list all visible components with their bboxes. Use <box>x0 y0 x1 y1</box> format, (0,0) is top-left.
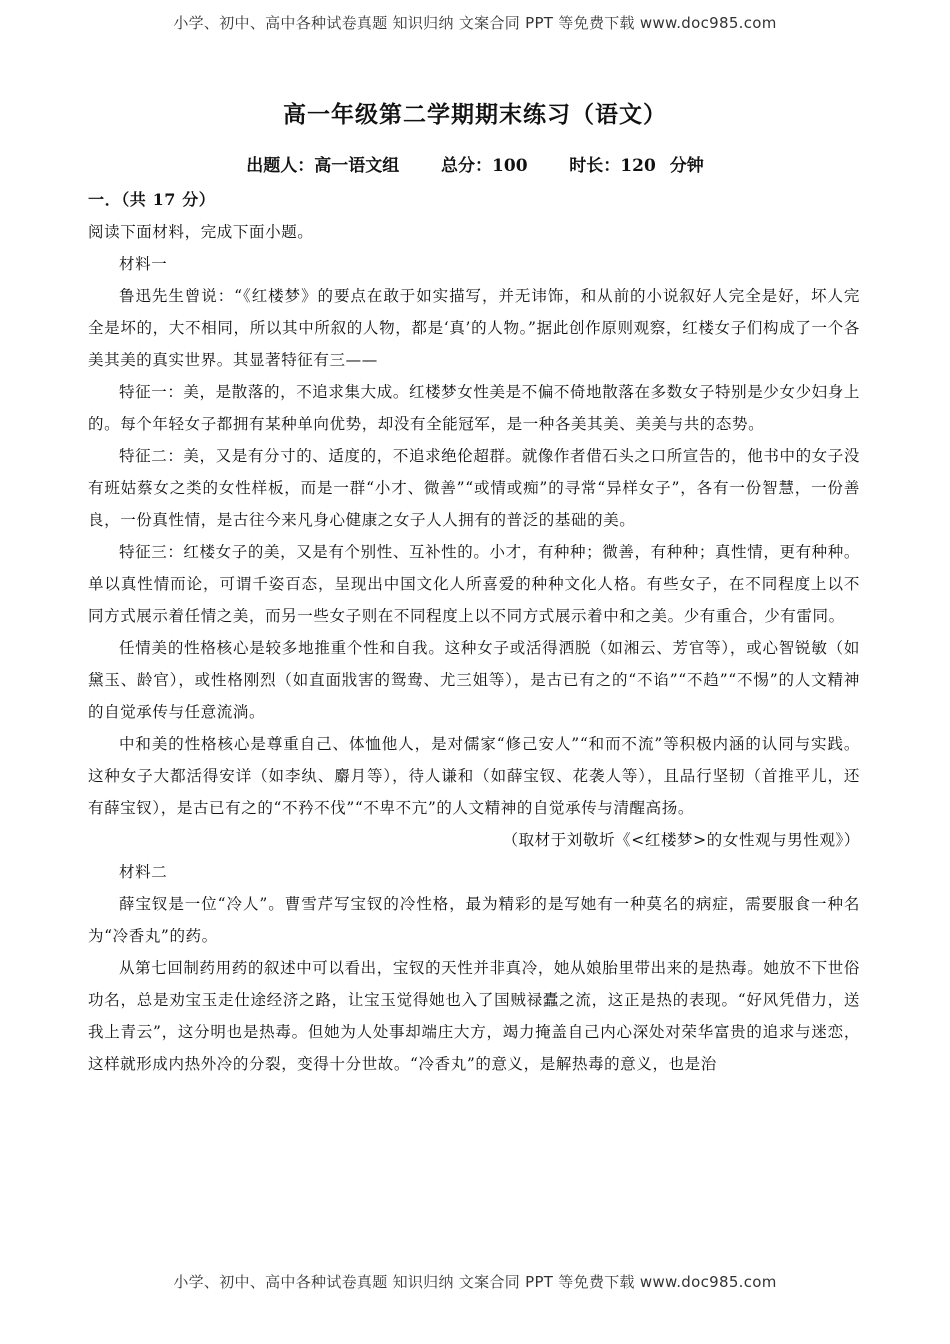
section-heading: 一．（共 17 分） <box>88 190 216 209</box>
footer-banner: 小学、初中、高中各种试卷真题 知识归纳 文案合同 PPT 等免费下载 www.doc985.com <box>173 1273 777 1291</box>
document-subtitle: 出题人：高一语文组 总分：100 时长：120 分钟 <box>246 156 704 176</box>
material2-label: 材料二 <box>119 863 168 881</box>
material2-paragraph: 从第七回制药用药的叙述中可以看出，宝钗的天性并非真冷，她从娘胎里带出来的是热毒。她放不下世俗功名，总是劝宝玉走仕途经济之路，让宝玉觉得她也入了国贼禄蠹之流，这正是热的表现。“好风凭借力，送我上青云”，这分明也是热毒。但她为人处事却端庄大方，竭力掩盖自己内心深处对荣华富贵的追求与迷恋，这样就形成内热外冷的分裂，变得十分世故。“冷香丸”的意义，是解热毒的意义，也是治 <box>88 959 860 1073</box>
material1-source: （取材于刘敬圻《<红楼梦>的女性观与男性观》） <box>502 831 860 849</box>
header-banner: 小学、初中、高中各种试卷真题 知识归纳 文案合同 PPT 等免费下载 www.doc985.com <box>173 14 777 32</box>
material1-label: 材料一 <box>119 255 168 273</box>
instruction-text: 阅读下面材料，完成下面小题。 <box>88 223 314 241</box>
material2-paragraph: 薛宝钗是一位“冷人”。曹雪芹写宝钗的冷性格，最为精彩的是写她有一种莫名的病症，需要服食一种名为“冷香丸”的药。 <box>88 895 860 945</box>
document-body <box>88 184 860 1080</box>
material1-paragraph: 中和美的性格核心是尊重自己、体恤他人，是对儒家“修己安人”“和而不流”等积极内涵的认同与实践。这种女子大都活得安详（如李纨、麝月等），待人谦和（如薛宝钗、花袭人等），且品行坚韧（首推平儿，还有薛宝钗），是古已有之的“不矜不伐”“不卑不亢”的人文精神的自觉承传与清醒高扬。 <box>88 735 860 817</box>
material1-paragraph: 特征二：美，又是有分寸的、适度的，不追求绝伦超群。就像作者借石头之口所宣告的，他书中的女子没有班姑蔡女之类的女性样板，而是一群“小才、微善”“或情或痴”的寻常“异样女子”，各有一份智慧，一份善良，一份真性情，是古往今来凡身心健康之女子人人拥有的普泛的基础的美。 <box>88 447 860 529</box>
material1-paragraph: 特征三：红楼女子的美，又是有个别性、互补性的。小才，有种种；微善，有种种；真性情，更有种种。单以真性情而论，可谓千姿百态，呈现出中国文化人所喜爱的种种文化人格。有些女子，在不同程度上以不同方式展示着任情之美，而另一些女子则在不同程度上以不同方式展示着中和之美。少有重合，少有雷同。 <box>88 543 860 625</box>
material1-paragraph: 鲁迅先生曾说：“《红楼梦》的要点在敢于如实描写，并无讳饰，和从前的小说叙好人完全是好，坏人完全是坏的，大不相同，所以其中所叙的人物，都是‘真’的人物。”据此创作原则观察，红楼女子们构成了一个各美其美的真实世界。其显著特征有三—— <box>88 287 860 369</box>
material1-paragraph: 特征一：美，是散落的，不追求集大成。红楼梦女性美是不偏不倚地散落在多数女子特别是少女少妇身上的。每个年轻女子都拥有某种单向优势，却没有全能冠军，是一种各美其美、美美与共的态势。 <box>88 383 860 433</box>
material1-paragraph: 任情美的性格核心是较多地推重个性和自我。这种女子或活得洒脱（如湘云、芳官等），或心智锐敏（如黛玉、龄官），或性格刚烈（如直面戕害的鸳鸯、尤三姐等），是古已有之的“不谄”“不趋”“不惕”的人文精神的自觉承传与任意流淌。 <box>88 639 860 721</box>
document-title: 高一年级第二学期期末练习（语文） <box>283 101 667 128</box>
